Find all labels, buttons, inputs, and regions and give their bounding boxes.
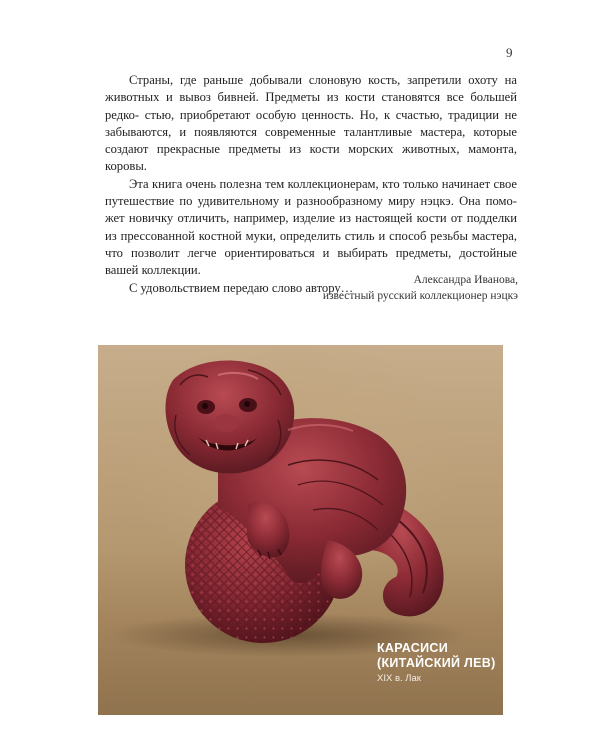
caption-title-line2: (КИТАЙСКИЙ ЛЕВ) — [377, 656, 496, 670]
caption-subtitle: XIX в. Лак — [377, 673, 421, 684]
paragraph-2 — [105, 176, 517, 280]
text-line: путешествие по удивительному и разнообразному миру нэцкэ. Она помо- — [105, 194, 517, 209]
author-signature — [250, 272, 518, 304]
photo-caption — [377, 641, 496, 685]
text-line: стью, приобретают особую ценность. Но, к счастью, традиции не забываются, — [105, 107, 517, 139]
text-line: и появляются современные талантливые мастера, которые создают прекрасные — [105, 124, 517, 157]
text-line: С удовольствием передаю слово автору… — [129, 280, 354, 295]
paragraph-1 — [105, 72, 517, 176]
text-line: Эта книга очень полезна тем коллекционерам, кто только начинает свое — [129, 176, 517, 191]
text-line: Страны, где раньше добывали слоновую кость, запретили охоту на — [129, 73, 517, 87]
text-line: что позволит легче ориентироваться и выбирать предметы, достойные вашей — [105, 245, 517, 278]
text-line: коллекции. — [141, 263, 201, 278]
lion-nose — [214, 414, 238, 432]
text-line: из прессованной костной муки, определить стиль и способ резьбы мастера, — [105, 228, 517, 243]
author-name: Александра Иванова, — [413, 274, 518, 286]
page-number: 9 — [506, 45, 513, 60]
netsuke-photo — [98, 345, 503, 715]
caption-title-line1: КАРАСИСИ — [377, 641, 449, 655]
author-role: известный русский коллекционер нэцкэ — [322, 290, 518, 302]
text-line: животных и вывоз бивней. Предметы из кости становятся все большей редко- — [105, 90, 517, 122]
text-line: предметы из кости морских животных, мамонта, коровы. — [105, 142, 517, 174]
body-text — [105, 72, 517, 297]
text-line: жет новичку отличить, например, изделие из настоящей кости от подделки — [105, 211, 517, 226]
